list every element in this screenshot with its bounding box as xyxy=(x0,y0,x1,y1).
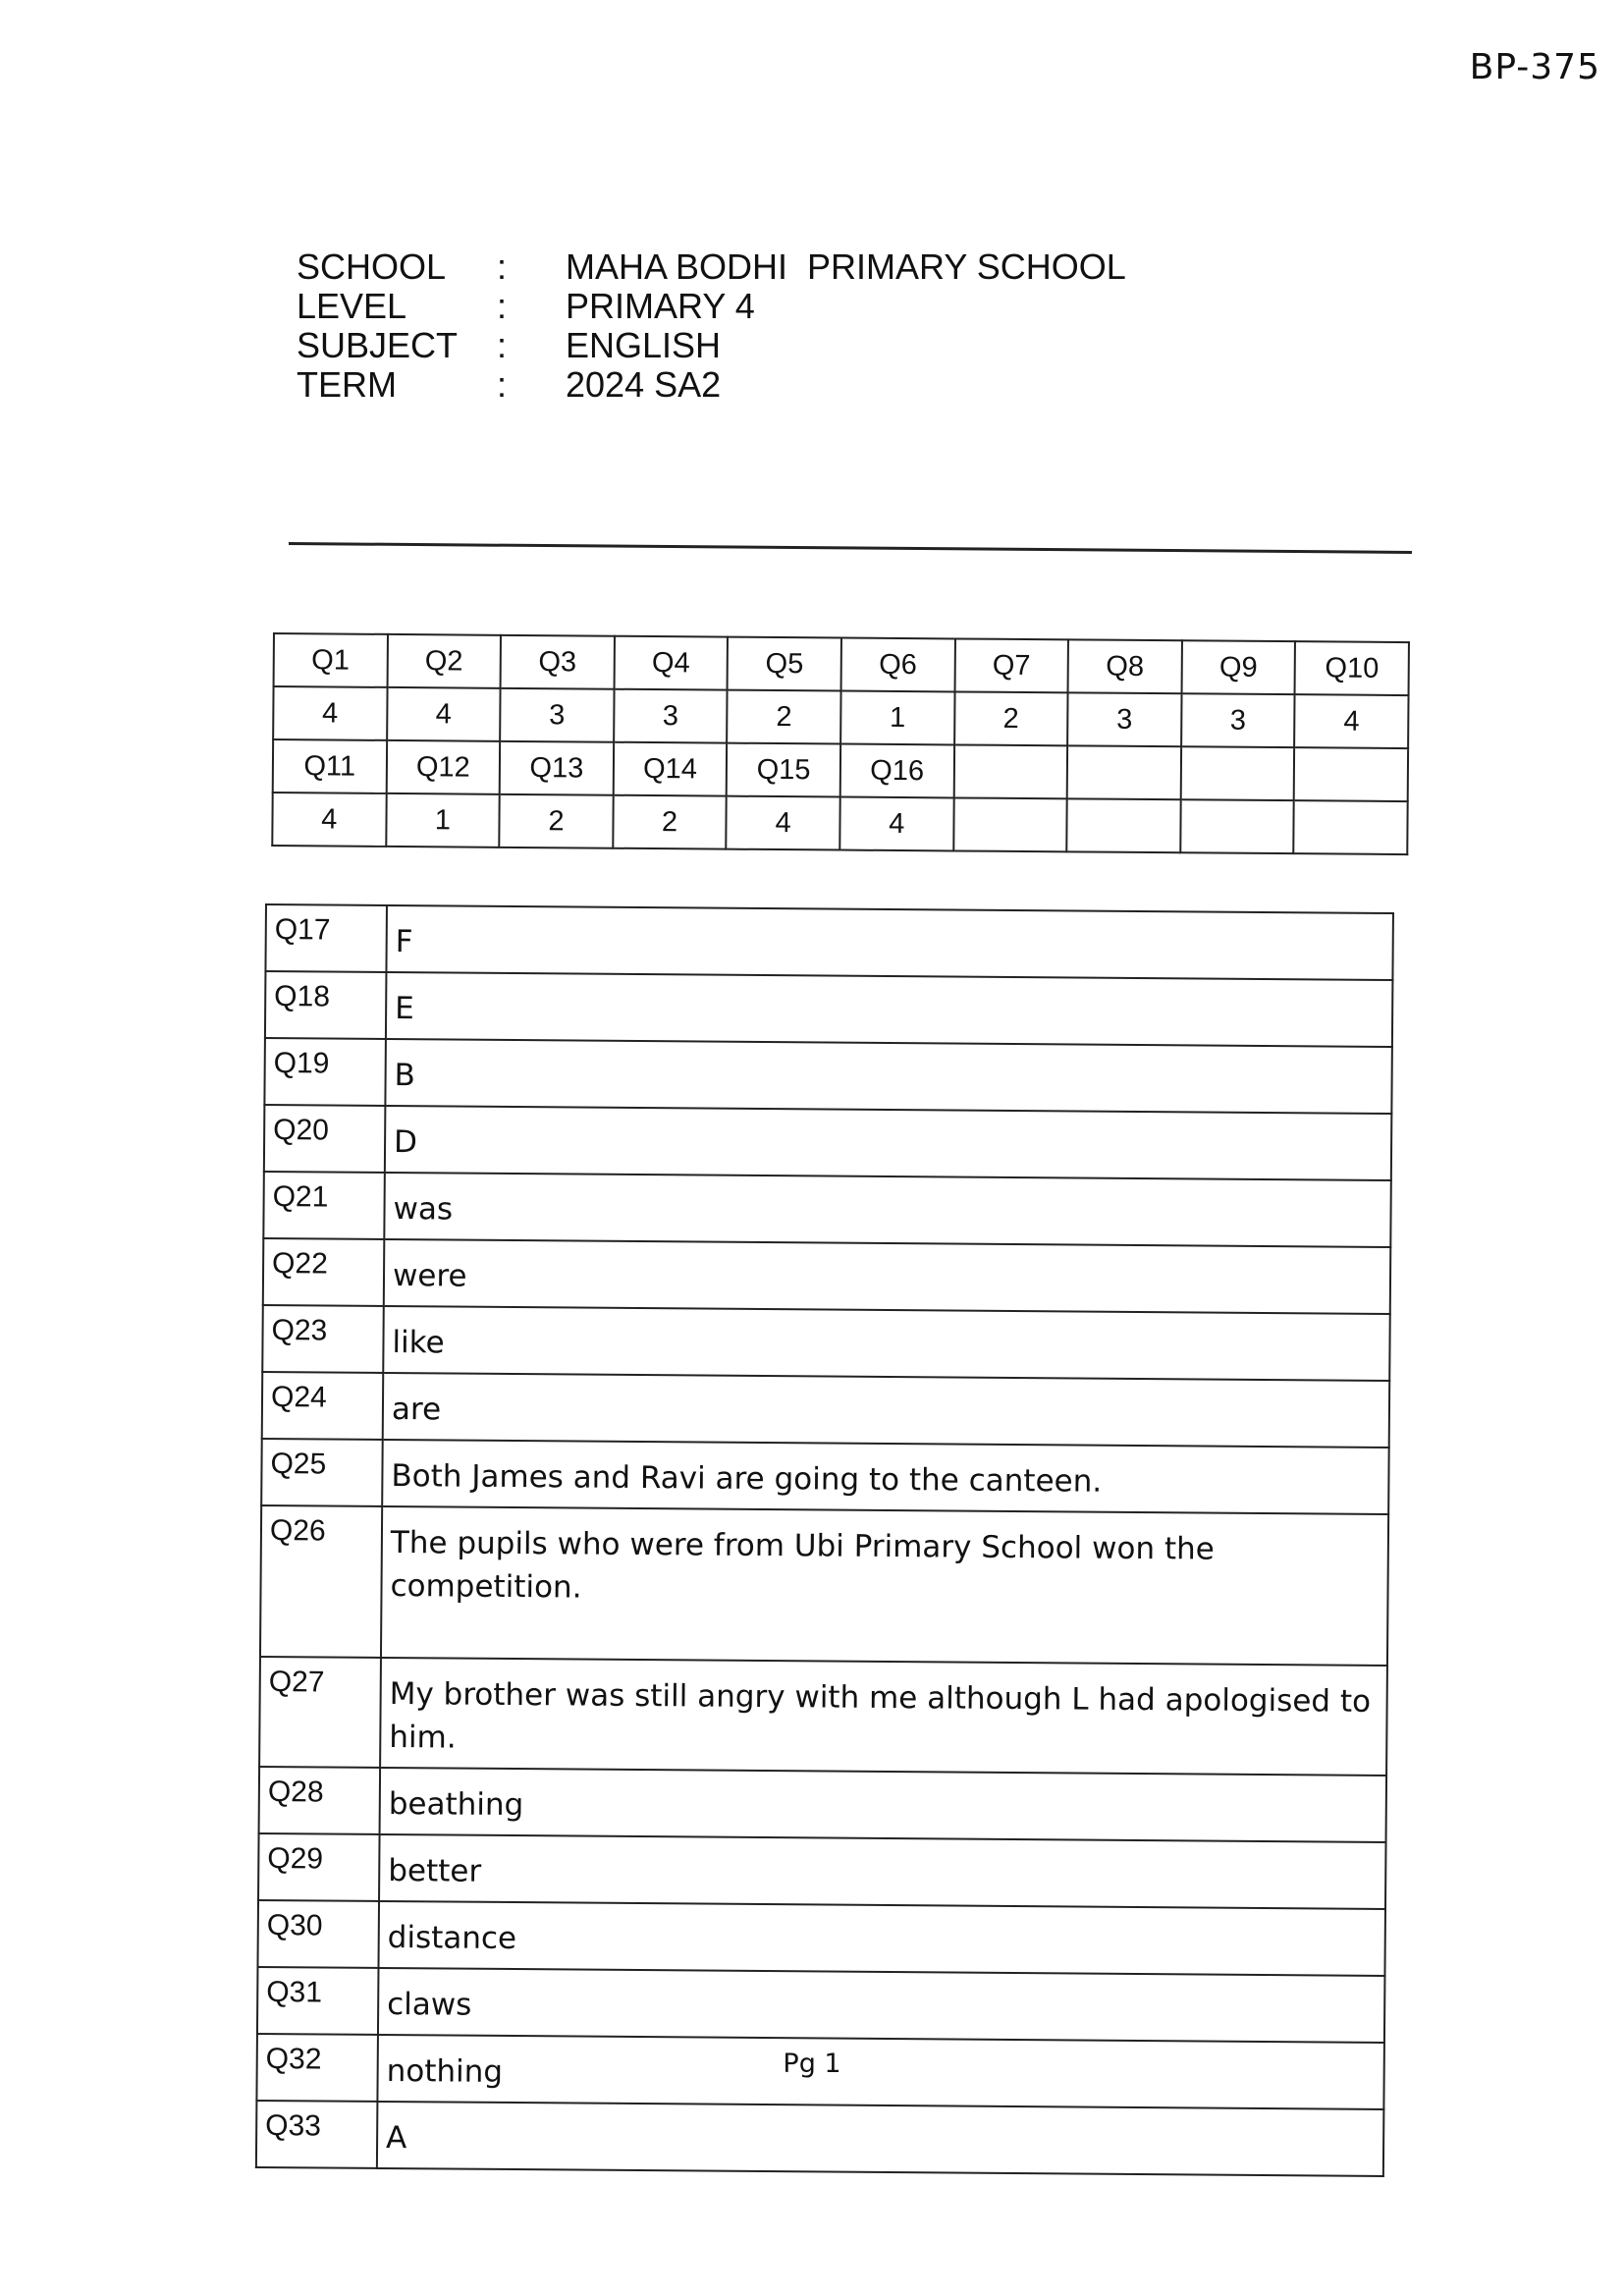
question-number: Q32 xyxy=(256,2034,378,2102)
mcq-answer-cell: 4 xyxy=(839,797,953,851)
level-label: LEVEL xyxy=(297,286,407,326)
colon: : xyxy=(497,286,508,326)
answer-text: was xyxy=(384,1173,1391,1247)
subject-row xyxy=(297,326,1126,365)
level-value: PRIMARY 4 xyxy=(566,286,755,326)
answer-row xyxy=(262,1305,1389,1381)
colon: : xyxy=(497,246,508,287)
answer-text: like xyxy=(383,1306,1390,1381)
mcq-answer-cell: 4 xyxy=(273,686,387,740)
question-number: Q23 xyxy=(262,1305,384,1373)
mcq-answer-cell: 4 xyxy=(1294,694,1408,748)
mcq-answer-row xyxy=(273,686,1408,748)
answer-row xyxy=(256,2101,1383,2176)
mcq-question-cell: Q12 xyxy=(386,740,500,794)
mcq-question-cell: Q6 xyxy=(841,638,955,692)
mcq-question-cell: Q5 xyxy=(728,637,841,691)
mcq-question-cell: Q3 xyxy=(501,635,615,689)
mcq-answer-cell xyxy=(1294,800,1408,854)
header-info xyxy=(297,247,1126,405)
mcq-question-cell xyxy=(953,744,1067,798)
question-number: Q18 xyxy=(265,971,387,1039)
page-number: Pg 1 xyxy=(783,2049,841,2079)
answer-text: D xyxy=(385,1106,1392,1180)
mcq-question-cell: Q8 xyxy=(1068,639,1182,693)
answer-row xyxy=(257,1967,1384,2043)
answer-row xyxy=(259,1767,1386,1842)
question-number: Q21 xyxy=(263,1172,385,1239)
mcq-question-cell: Q1 xyxy=(274,633,388,687)
answer-text: The pupils who were from Ubi Primary School won the competition. xyxy=(381,1506,1388,1666)
subject-value: ENGLISH xyxy=(566,325,722,365)
question-number: Q27 xyxy=(259,1657,381,1768)
question-number: Q28 xyxy=(259,1767,381,1834)
document-code: BP-375 xyxy=(1469,47,1600,87)
mcq-question-row xyxy=(273,739,1408,801)
question-number: Q33 xyxy=(256,2101,378,2168)
answer-text: better xyxy=(379,1834,1386,1909)
term-value: 2024 SA2 xyxy=(566,364,722,405)
mcq-answer-cell: 1 xyxy=(386,793,500,847)
mcq-answer-cell: 2 xyxy=(499,794,613,848)
mcq-answer-cell xyxy=(953,797,1067,851)
question-number: Q26 xyxy=(260,1505,382,1658)
mcq-question-cell: Q2 xyxy=(387,634,501,688)
mcq-question-cell xyxy=(1294,747,1408,801)
answer-row xyxy=(258,1833,1385,1909)
mcq-question-cell: Q13 xyxy=(500,741,614,795)
question-number: Q29 xyxy=(258,1833,380,1901)
question-number: Q20 xyxy=(264,1105,386,1173)
mcq-answer-cell: 3 xyxy=(614,689,728,743)
mcq-answer-cell: 3 xyxy=(500,688,614,742)
answer-row xyxy=(259,1657,1387,1776)
answer-text: F xyxy=(386,905,1393,980)
question-number: Q22 xyxy=(263,1238,385,1306)
answer-text: are xyxy=(383,1373,1390,1448)
answer-text: distance xyxy=(378,1901,1385,1976)
school-value: MAHA BODHI PRIMARY SCHOOL xyxy=(566,246,1126,287)
mcq-question-cell: Q15 xyxy=(727,743,840,797)
term-row xyxy=(297,365,1126,405)
mcq-question-cell: Q7 xyxy=(954,638,1068,692)
mcq-question-cell: Q10 xyxy=(1295,641,1409,695)
question-number: Q19 xyxy=(264,1038,386,1106)
answer-text: were xyxy=(384,1239,1391,1314)
answer-text: Both James and Ravi are going to the canteen. xyxy=(382,1440,1389,1514)
answer-text: beathing xyxy=(380,1768,1387,1842)
answer-row xyxy=(262,1372,1389,1448)
answer-row xyxy=(265,904,1392,980)
term-label: TERM xyxy=(297,364,397,405)
mcq-answer-cell: 4 xyxy=(272,793,386,847)
answer-row xyxy=(264,1105,1391,1180)
level-row xyxy=(297,287,1126,326)
school-label: SCHOOL xyxy=(297,246,447,287)
mcq-answer-cell: 2 xyxy=(613,795,727,849)
mcq-answer-cell: 1 xyxy=(840,691,954,745)
question-number: Q24 xyxy=(262,1372,384,1440)
answer-row xyxy=(260,1505,1388,1666)
mcq-answer-cell: 4 xyxy=(387,687,501,741)
mcq-answer-cell: 3 xyxy=(1181,693,1295,747)
answer-text: My brother was still angry with me although L had apologised to him. xyxy=(380,1658,1387,1776)
answer-row xyxy=(261,1439,1388,1514)
mcq-question-cell xyxy=(1180,746,1294,800)
mcq-question-cell: Q4 xyxy=(614,636,728,690)
mcq-question-cell: Q16 xyxy=(840,744,954,798)
mcq-question-cell: Q9 xyxy=(1181,640,1295,694)
mcq-question-cell: Q14 xyxy=(613,742,727,796)
answer-text: A xyxy=(377,2102,1384,2176)
colon: : xyxy=(497,364,508,405)
divider-line xyxy=(289,542,1412,554)
question-number: Q30 xyxy=(257,1900,379,1968)
mcq-answer-table xyxy=(271,632,1410,855)
mcq-answer-cell: 2 xyxy=(728,690,841,744)
mcq-answer-cell: 4 xyxy=(727,796,840,850)
answer-text: B xyxy=(385,1039,1392,1114)
answer-text: nothing xyxy=(377,2035,1384,2109)
answer-text: claws xyxy=(378,1968,1385,2043)
open-answer-table xyxy=(255,903,1394,2177)
mcq-answer-cell xyxy=(1066,798,1180,852)
question-number: Q17 xyxy=(265,904,387,972)
question-number: Q31 xyxy=(257,1967,379,2035)
answer-row xyxy=(263,1172,1390,1247)
school-row xyxy=(297,247,1126,287)
mcq-question-row xyxy=(274,633,1409,695)
mcq-question-cell xyxy=(1067,745,1181,799)
answer-row xyxy=(265,971,1392,1047)
answer-row xyxy=(263,1238,1390,1314)
answer-text: E xyxy=(386,972,1393,1047)
answer-row xyxy=(264,1038,1391,1114)
question-number: Q25 xyxy=(261,1439,383,1506)
mcq-answer-cell xyxy=(1180,799,1294,853)
answer-row xyxy=(257,1900,1384,1976)
mcq-question-cell: Q11 xyxy=(273,739,387,793)
mcq-answer-cell: 3 xyxy=(1067,692,1181,746)
colon: : xyxy=(497,325,508,365)
subject-label: SUBJECT xyxy=(297,325,459,365)
mcq-answer-cell: 2 xyxy=(954,691,1068,745)
mcq-answer-row xyxy=(272,793,1407,854)
